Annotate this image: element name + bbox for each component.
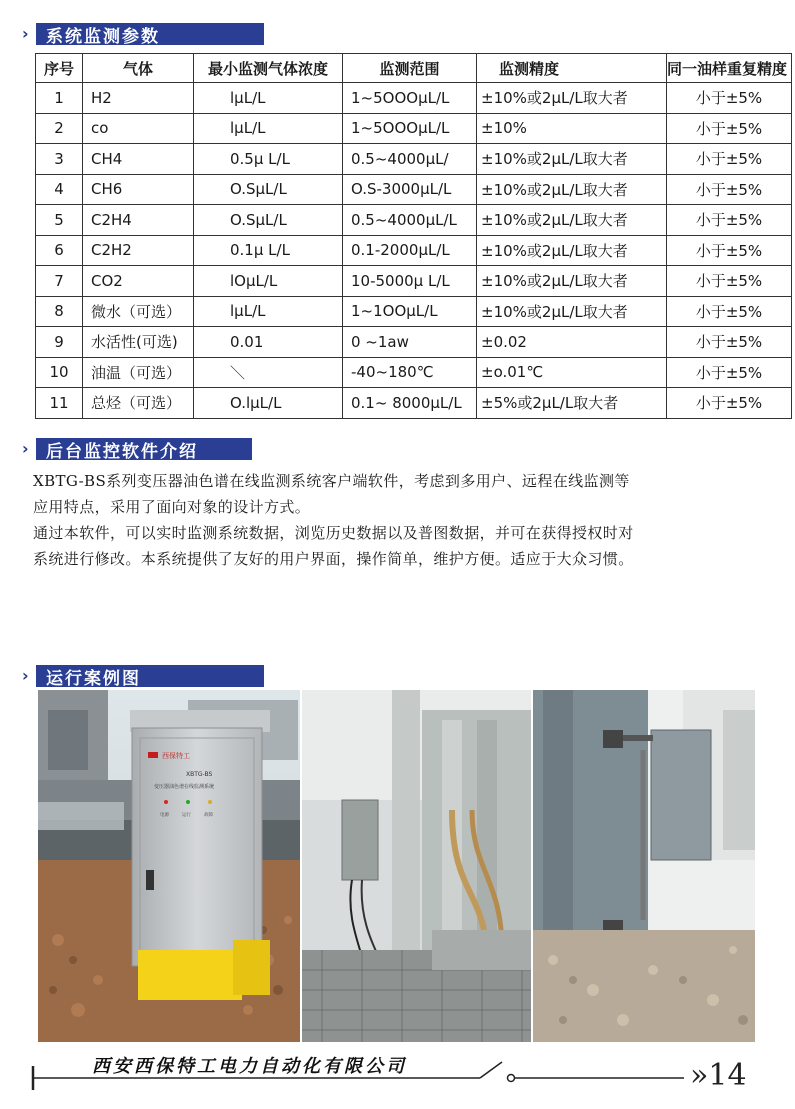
- table-row: [36, 388, 792, 419]
- chevron-right-icon: ›: [22, 439, 29, 458]
- cabinet-model: XBTG-BS: [186, 771, 213, 778]
- table-row: [36, 83, 792, 114]
- accuracy: ±o.01℃: [477, 357, 667, 388]
- gas-name: 总烃（可选）: [83, 388, 194, 419]
- table-body: [36, 83, 792, 419]
- measure-range: 0.5~4000μL/: [343, 144, 477, 175]
- section-header-params: [22, 22, 264, 46]
- software-intro: [33, 468, 763, 572]
- led-label: 运行: [182, 813, 191, 818]
- table-row: [36, 113, 792, 144]
- repeat-accuracy: 小于±5%: [667, 83, 792, 114]
- chevron-right-icon: ›: [22, 666, 29, 685]
- photo-cabinet: [38, 690, 300, 1042]
- min-concentration: 0.01: [194, 327, 343, 358]
- min-concentration: 0.5μ L/L: [194, 144, 343, 175]
- min-concentration: O.SμL/L: [194, 205, 343, 236]
- min-concentration: 0.1μ L/L: [194, 235, 343, 266]
- row-index: 6: [36, 235, 83, 266]
- intro-line: 应用特点，采用了面向对象的设计方式。: [33, 498, 311, 516]
- gas-name: CO2: [83, 266, 194, 297]
- company-name: 西安西保特工电力自动化有限公司: [92, 1056, 407, 1077]
- row-index: 8: [36, 296, 83, 327]
- table-header-row: [36, 54, 792, 83]
- row-index: 3: [36, 144, 83, 175]
- row-index: 4: [36, 174, 83, 205]
- repeat-accuracy: 小于±5%: [667, 174, 792, 205]
- intro-line: XBTG-BS系列变压器油色谱在线监测系统客户端软件，考虑到多用户、远程在线监测等: [33, 472, 630, 490]
- measure-range: 0.1~ 8000μL/L: [343, 388, 477, 419]
- header-range: 监测范围: [343, 54, 477, 83]
- page-footer: [0, 1048, 795, 1103]
- gas-name: 油温（可选）: [83, 357, 194, 388]
- row-index: 2: [36, 113, 83, 144]
- page-number-value: 14: [708, 1058, 747, 1093]
- measure-range: 0.1-2000μL/L: [343, 235, 477, 266]
- row-index: 10: [36, 357, 83, 388]
- row-index: 9: [36, 327, 83, 358]
- gas-name: C2H2: [83, 235, 194, 266]
- row-index: 11: [36, 388, 83, 419]
- gas-name: 微水（可选）: [83, 296, 194, 327]
- measure-range: O.S-3000μL/L: [343, 174, 477, 205]
- header-index: 序号: [36, 54, 83, 83]
- section-title: 运行案例图: [36, 665, 264, 687]
- table-row: [36, 357, 792, 388]
- gas-name: H2: [83, 83, 194, 114]
- accuracy: ±5%或2μL/L取大者: [477, 388, 667, 419]
- table-row: [36, 266, 792, 297]
- led-label: 故障: [204, 813, 213, 818]
- table-row: [36, 327, 792, 358]
- repeat-accuracy: 小于±5%: [667, 296, 792, 327]
- table-row: [36, 296, 792, 327]
- gas-name: C2H4: [83, 205, 194, 236]
- min-concentration: O.lμL/L: [194, 388, 343, 419]
- accuracy: ±10%或2μL/L取大者: [477, 144, 667, 175]
- gas-name: co: [83, 113, 194, 144]
- measure-range: 0.5~4000μL/L: [343, 205, 477, 236]
- table-row: [36, 235, 792, 266]
- min-concentration: ＼: [194, 357, 343, 388]
- accuracy: ±10%或2μL/L取大者: [477, 205, 667, 236]
- measure-range: 0 ~1aw: [343, 327, 477, 358]
- repeat-accuracy: 小于±5%: [667, 266, 792, 297]
- page-arrow-icon: »: [690, 1058, 709, 1093]
- cabinet-label: 变压器油色谱在线监测系统: [154, 784, 215, 790]
- measure-range: 1~5OOOμL/L: [343, 83, 477, 114]
- min-concentration: lμL/L: [194, 113, 343, 144]
- case-photos: [38, 690, 755, 1042]
- section-title: 系统监测参数: [36, 23, 264, 45]
- accuracy: ±10%或2μL/L取大者: [477, 83, 667, 114]
- gas-name: CH4: [83, 144, 194, 175]
- repeat-accuracy: 小于±5%: [667, 388, 792, 419]
- measure-range: 1~5OOOμL/L: [343, 113, 477, 144]
- repeat-accuracy: 小于±5%: [667, 205, 792, 236]
- repeat-accuracy: 小于±5%: [667, 113, 792, 144]
- table-row: [36, 174, 792, 205]
- table-row: [36, 144, 792, 175]
- photo-transformer-side: [533, 690, 755, 1042]
- page-number: [690, 1058, 747, 1093]
- accuracy: ±10%或2μL/L取大者: [477, 296, 667, 327]
- min-concentration: lμL/L: [194, 83, 343, 114]
- accuracy: ±10%或2μL/L取大者: [477, 174, 667, 205]
- chevron-right-icon: ›: [22, 24, 29, 43]
- table-row: [36, 205, 792, 236]
- min-concentration: O.SμL/L: [194, 174, 343, 205]
- min-concentration: lOμL/L: [194, 266, 343, 297]
- intro-line: 通过本软件，可以实时监测系统数据，浏览历史数据以及普图数据，并可在获得授权时对: [33, 524, 634, 542]
- repeat-accuracy: 小于±5%: [667, 235, 792, 266]
- measure-range: 10-5000μ L/L: [343, 266, 477, 297]
- repeat-accuracy: 小于±5%: [667, 144, 792, 175]
- repeat-accuracy: 小于±5%: [667, 327, 792, 358]
- min-concentration: lμL/L: [194, 296, 343, 327]
- row-index: 7: [36, 266, 83, 297]
- led-label: 电源: [160, 813, 169, 818]
- repeat-accuracy: 小于±5%: [667, 357, 792, 388]
- measure-range: -40~180℃: [343, 357, 477, 388]
- section-header-software: [22, 437, 252, 461]
- section-title: 后台监控软件介绍: [36, 438, 252, 460]
- gas-name: 水活性(可选): [83, 327, 194, 358]
- section-header-cases: [22, 664, 264, 688]
- accuracy: ±0.02: [477, 327, 667, 358]
- row-index: 1: [36, 83, 83, 114]
- header-accuracy: 监测精度: [477, 54, 667, 83]
- cabinet-brand: 西保特工: [162, 752, 190, 760]
- measure-range: 1~1OOμL/L: [343, 296, 477, 327]
- intro-line: 系统进行修改。本系统提供了友好的用户界面，操作简单，维护方便。适应于大众习惯。: [33, 550, 634, 568]
- accuracy: ±10%或2μL/L取大者: [477, 235, 667, 266]
- accuracy: ±10%或2μL/L取大者: [477, 266, 667, 297]
- header-min-concentration: 最小监测气体浓度: [194, 54, 343, 83]
- row-index: 5: [36, 205, 83, 236]
- header-repeat-accuracy: 同一油样重复精度: [667, 54, 792, 83]
- gas-name: CH6: [83, 174, 194, 205]
- params-table: [35, 53, 792, 419]
- photo-transformer-pipes: [302, 690, 531, 1042]
- header-gas: 气体: [83, 54, 194, 83]
- accuracy: ±10%: [477, 113, 667, 144]
